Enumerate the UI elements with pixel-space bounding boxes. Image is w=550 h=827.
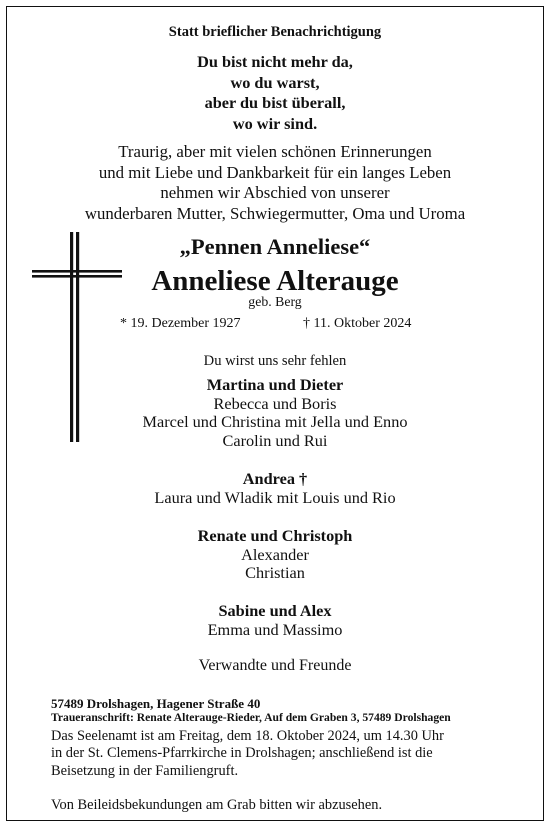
announcement-line: nehmen wir Abschied von unserer	[160, 183, 390, 202]
announcement-line: und mit Liebe und Dankbarkeit für ein langes Leben	[98, 162, 452, 182]
family-member: Christian	[245, 563, 305, 582]
service-line: Beisetzung in der Familiengruft.	[51, 762, 239, 779]
family-group	[7, 376, 543, 450]
deceased-name: Anneliese Alterauge	[151, 265, 399, 297]
intro-line: Statt brieflicher Benachrichtigung	[168, 24, 382, 40]
service-info	[51, 728, 444, 780]
family-group	[7, 527, 543, 583]
family-head: Andrea †	[242, 469, 308, 488]
announcement-line: wunderbaren Mutter, Schwiegermutter, Oma und Uroma	[84, 203, 466, 223]
poem-line: Du bist nicht mehr da,	[197, 52, 353, 71]
poem-line: aber du bist überall,	[204, 93, 346, 112]
family-group	[7, 470, 543, 507]
family-member: Alexander	[241, 544, 309, 564]
family-member: Carolin und Rui	[222, 430, 328, 450]
condolence-note: Von Beileidsbekundungen am Grab bitten wir abzusehen.	[51, 797, 383, 813]
relatives-line: Verwandte und Freunde	[198, 657, 352, 674]
family-member: Laura und Wladik mit Louis und Rio	[154, 487, 396, 507]
family-group	[7, 602, 543, 639]
maiden-name: geb. Berg	[248, 294, 302, 309]
family-head: Sabine und Alex	[218, 601, 332, 620]
obituary-notice	[6, 6, 544, 821]
home-address: 57489 Drolshagen, Hagener Straße 40	[51, 696, 261, 711]
poem	[7, 52, 543, 134]
mourners-intro: Du wirst uns sehr fehlen	[203, 353, 347, 369]
death-date: † 11. Oktober 2024	[303, 316, 412, 331]
family-member: Marcel und Christina mit Jella und Enno	[142, 412, 408, 431]
poem-line: wo du warst,	[230, 72, 320, 92]
poem-line: wo wir sind.	[232, 113, 318, 133]
service-line: Das Seelenamt ist am Freitag, dem 18. Oktober 2024, um 14.30 Uhr	[51, 728, 444, 744]
birth-date: * 19. Dezember 1927	[120, 316, 241, 331]
announcement	[7, 142, 543, 224]
family-head: Renate und Christoph	[197, 526, 353, 545]
announcement-line: Traurig, aber mit vielen schönen Erinnerungen	[118, 142, 432, 161]
mourning-address: Traueranschrift: Renate Alterauge-Rieder, Auf dem Graben 3, 57489 Drolshagen	[51, 711, 451, 724]
service-line: in der St. Clemens-Pfarrkirche in Drolshagen; anschließend ist die	[51, 745, 433, 762]
family-head: Martina und Dieter	[206, 375, 344, 394]
deceased-nickname: „Pennen Anneliese“	[179, 234, 371, 259]
family-member: Emma und Massimo	[207, 619, 343, 639]
family-member: Rebecca und Boris	[213, 393, 337, 413]
